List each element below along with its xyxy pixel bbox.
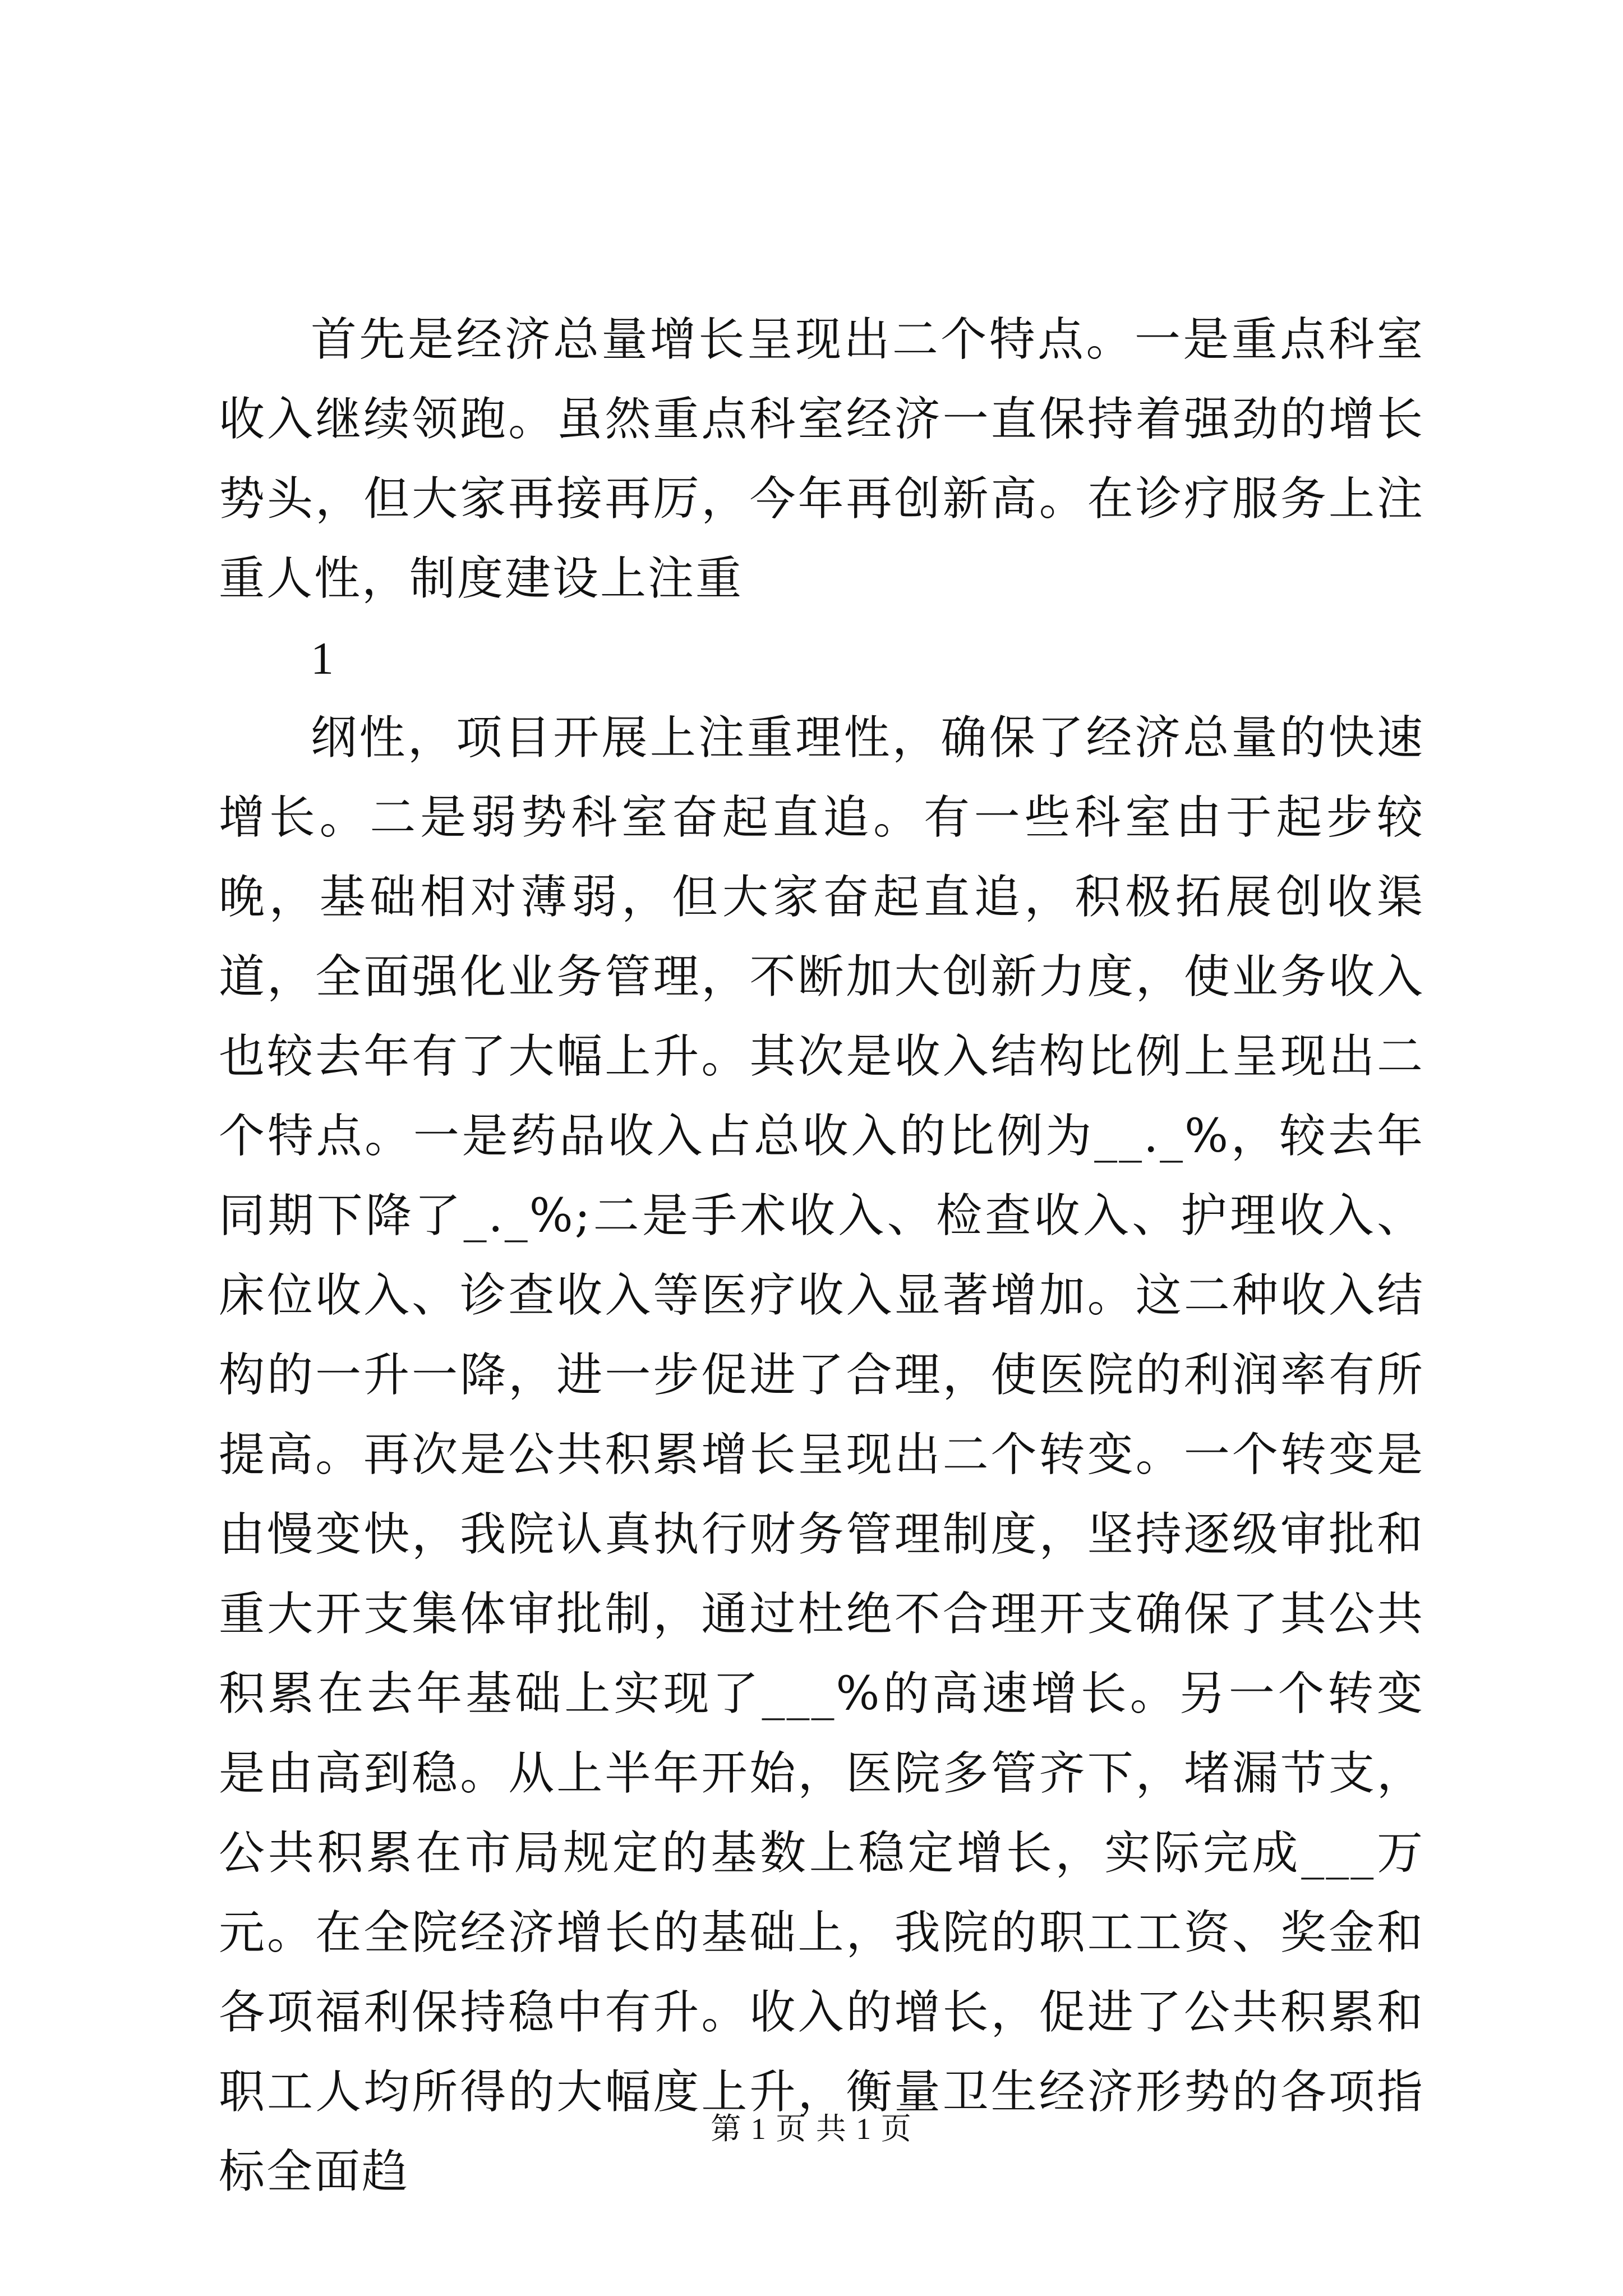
page-footer: 第 1 页 共 1 页 (711, 2112, 912, 2146)
paragraph-1: 首先是经济总量增长呈现出二个特点。一是重点科室收入继续领跑。虽然重点科室经济一直保持着强劲的增长势头，但大家再接再厉，今年再创新高。在诊疗服务上注重人性，制度建设上注重 (219, 313, 1424, 605)
document-body (219, 300, 1424, 2212)
paragraph-2: 纲性，项目开展上注重理性，确保了经济总量的快速增长。二是弱势科室奋起直追。有一些科室由于起步较晚，基础相对薄弱，但大家奋起直追，积极拓展创收渠道，全面强化业务管理，不断加大创新力度，使业务收入也较去年有了大幅上升。其次是收入结构比例上呈现出二个特点。一是药品收入占总收入的比例为__._%，较去年同期下降了_._%;二是手术收入、检查收入、护理收入、床位收入、诊查收入等医疗收入显著增加。这二种收入结构的一升一降，进一步促进了合理，使医院的利润率有所提高。再次是公共积累增长呈现出二个转变。一个转变是由慢变快，我院认真执行财务管理制度，坚持逐级审批和重大开支集体审批制，通过杜绝不合理开支确保了其公共积累在去年基础上实现了___%的高速增长。另一个转变是由高到稳。从上半年开始，医院多管齐下，堵漏节支，公共积累在市局规定的基数上稳定增长，实际完成___万元。在全院经济增长的基础上，我院的职工工资、奖金和各项福利保持稳中有升。收入的增长，促进了公共积累和职工人均所得的大幅度上升，衡量卫生经济形势的各项指标全面趋 (219, 711, 1424, 2198)
inline-page-number: 1 (311, 633, 334, 684)
